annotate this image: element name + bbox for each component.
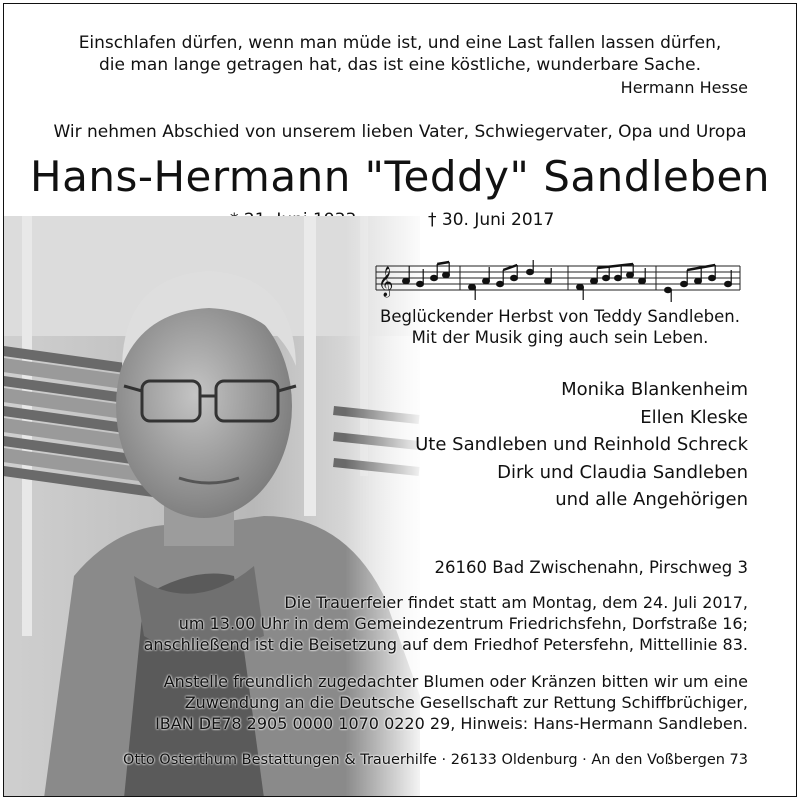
donation-info xyxy=(155,671,748,734)
caption-line: Beglückender Herbst von Teddy Sandleben. xyxy=(380,307,740,326)
funeral-service-info xyxy=(144,592,748,655)
mourner-name: Ute Sandleben und Reinhold Schreck xyxy=(415,434,748,455)
family-address: 26160 Bad Zwischenahn, Pirschweg 3 xyxy=(434,558,748,577)
hesse-quote xyxy=(4,32,796,76)
music-caption xyxy=(374,306,746,348)
mourner-name: und alle Angehörigen xyxy=(555,489,748,510)
mourner-name: Monika Blankenheim xyxy=(561,379,748,400)
donation-line: Anstelle freundlich zugedachter Blumen oder Kränzen bitten wir um eine xyxy=(163,672,748,691)
mourners-list xyxy=(415,376,748,514)
deceased-name: Hans-Hermann "Teddy" Sandleben xyxy=(30,152,770,201)
caption-line: Mit der Musik ging auch sein Leben. xyxy=(411,328,709,347)
quote-line: Einschlafen dürfen, wenn man müde ist, und eine Last fallen lassen dürfen, xyxy=(78,33,722,53)
obituary-notice xyxy=(3,3,797,797)
service-line: um 13.00 Uhr in dem Gemeindezentrum Friedrichsfehn, Dorfstraße 16; xyxy=(178,614,748,633)
donation-line: IBAN DE78 2905 0000 1070 0220 29, Hinweis: Hans-Hermann Sandleben. xyxy=(155,714,748,733)
service-line: Die Trauerfeier findet statt am Montag, dem 24. Juli 2017, xyxy=(284,593,748,612)
mourner-name: Dirk und Claudia Sandleben xyxy=(497,461,748,483)
mourner-name: Ellen Kleske xyxy=(640,406,748,428)
farewell-line: Wir nehmen Abschied von unserem lieben Vater, Schwiegervater, Opa und Uropa xyxy=(53,122,747,142)
sheet-music-snippet xyxy=(372,258,744,302)
quote-line: die man lange getragen hat, das ist eine köstliche, wunderbare Sache. xyxy=(98,55,702,75)
funeral-home-footer: Otto Osterthum Bestattungen & Trauerhilfe · 26133 Oldenburg · An den Voßbergen 73 xyxy=(123,752,748,768)
death-date: † 30. Juni 2017 xyxy=(428,210,555,230)
service-line: anschließend ist die Beisetzung auf dem Friedhof Petersfehn, Mittellinie 83. xyxy=(143,635,748,654)
quote-author: Hermann Hesse xyxy=(620,78,748,97)
svg-text:𝄞: 𝄞 xyxy=(378,267,394,297)
donation-line: Zuwendung an die Deutsche Gesellschaft zur Rettung Schiffbrüchiger, xyxy=(184,693,748,712)
